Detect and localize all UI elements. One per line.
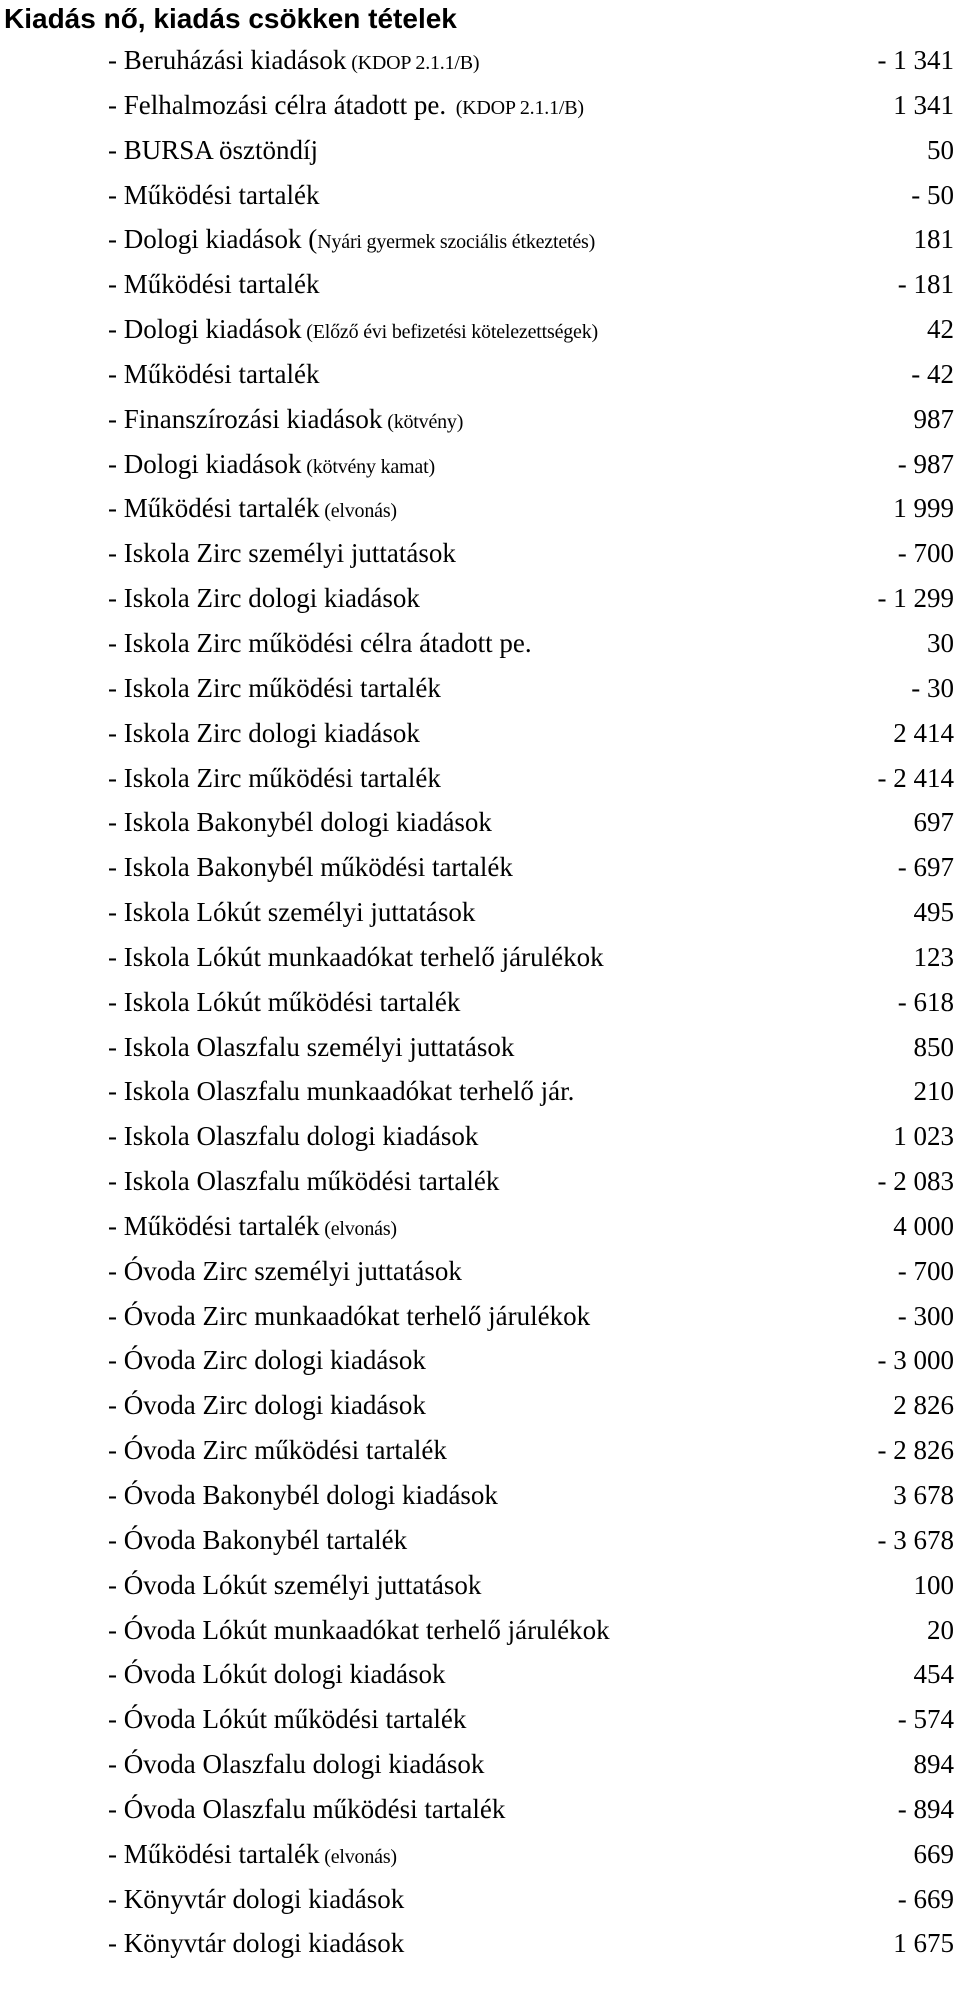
line-item xyxy=(0,1428,960,1473)
line-item xyxy=(0,352,960,397)
line-item xyxy=(0,800,960,845)
section-heading: Kiadás nő, kiadás csökken tételek xyxy=(4,3,457,34)
line-item xyxy=(0,1473,960,1518)
line-item-label xyxy=(108,1703,466,1735)
line-item xyxy=(0,711,960,756)
line-item-title: - Dologi kiadások xyxy=(108,448,302,479)
line-item-title: - Iskola Zirc működési célra átadott pe. xyxy=(108,627,532,658)
line-item xyxy=(0,1697,960,1742)
line-item-label xyxy=(108,537,456,569)
line-item-label xyxy=(108,1255,462,1287)
line-item xyxy=(0,756,960,801)
line-item-note: (elvonás) xyxy=(319,1845,397,1868)
line-item-amount: 669 xyxy=(913,1838,954,1869)
line-item-title: - Óvoda Lókút munkaadókat terhelő járulékok xyxy=(108,1614,610,1645)
line-item xyxy=(0,83,960,128)
line-item-title: - Iskola Zirc dologi kiadások xyxy=(108,717,420,748)
line-item-label xyxy=(108,179,319,211)
line-item xyxy=(0,576,960,621)
line-item-amount: - 3 000 xyxy=(877,1345,954,1376)
line-item-label xyxy=(108,1165,499,1197)
line-item-title: - Óvoda Zirc működési tartalék xyxy=(108,1435,447,1466)
line-item-amount: - 1 341 xyxy=(877,45,954,75)
line-item xyxy=(0,1652,960,1697)
line-item-amount: - 181 xyxy=(897,269,954,300)
line-item-amount: - 700 xyxy=(897,538,954,569)
line-item xyxy=(0,262,960,307)
line-item-title: - Iskola Lókút munkaadókat terhelő járulékok xyxy=(108,941,604,972)
line-item-title: - Iskola Zirc dologi kiadások xyxy=(108,583,420,614)
line-item-label xyxy=(108,1210,397,1245)
line-item-title: - Könyvtár dologi kiadások xyxy=(108,1883,405,1914)
line-item xyxy=(0,980,960,1025)
line-item-amount: 850 xyxy=(913,1031,954,1062)
line-item-label xyxy=(108,896,475,928)
line-item-note: (elvonás) xyxy=(319,500,397,523)
line-item-amount: - 3 678 xyxy=(877,1524,954,1555)
line-item xyxy=(0,217,960,262)
line-item-amount: - 618 xyxy=(897,986,954,1017)
line-item-label xyxy=(108,806,492,838)
line-item xyxy=(0,1832,960,1877)
line-item-amount: 3 678 xyxy=(893,1480,954,1510)
line-item-amount: - 300 xyxy=(897,1300,954,1331)
line-item-amount: - 574 xyxy=(897,1704,954,1735)
line-item-note: (KDOP 2.1.1/B) xyxy=(346,52,480,74)
line-item-title: - Iskola Olaszfalu működési tartalék xyxy=(108,1166,500,1197)
line-item-label xyxy=(108,762,441,794)
line-item-title: - Óvoda Olaszfalu dologi kiadások xyxy=(108,1749,485,1780)
line-item-label xyxy=(108,268,319,300)
line-item-amount: - 2 826 xyxy=(877,1435,954,1466)
line-item xyxy=(0,486,960,531)
line-item-title: - Óvoda Zirc dologi kiadások xyxy=(108,1390,426,1421)
line-item-label xyxy=(108,1569,481,1601)
line-item-label xyxy=(108,448,435,483)
line-item-label xyxy=(108,1031,514,1063)
line-item-title: - Óvoda Bakonybél tartalék xyxy=(108,1524,408,1555)
line-item-amount: 1 675 xyxy=(893,1928,954,1959)
line-item-title: - Iskola Olaszfalu dologi kiadások xyxy=(108,1121,479,1152)
line-item-title: - Iskola Olaszfalu személyi juttatások xyxy=(108,1031,515,1062)
line-item-amount: - 50 xyxy=(911,179,954,210)
line-item-label xyxy=(108,1075,574,1107)
line-item-note: (elvonás) xyxy=(319,1217,397,1240)
line-item xyxy=(0,1114,960,1159)
line-item xyxy=(0,1787,960,1832)
line-item xyxy=(0,1742,960,1787)
line-item-label xyxy=(108,134,318,166)
line-item xyxy=(0,845,960,890)
line-item-title: - Iskola Olaszfalu munkaadókat terhelő jár. xyxy=(108,1076,575,1107)
line-item xyxy=(0,128,960,173)
line-item-label xyxy=(108,358,319,390)
line-item-label xyxy=(108,1658,445,1690)
line-item xyxy=(0,1069,960,1114)
line-item-amount: 495 xyxy=(913,897,954,928)
line-item-title: - Iskola Zirc működési tartalék xyxy=(108,672,441,703)
line-item-label xyxy=(108,627,532,659)
line-item-amount: 1 023 xyxy=(893,1121,954,1152)
line-item xyxy=(0,935,960,980)
line-item-amount: 50 xyxy=(927,134,954,165)
line-item-label xyxy=(108,1614,610,1646)
line-item-note: (KDOP 2.1.1/B) xyxy=(446,96,584,119)
line-item-label xyxy=(108,672,441,704)
line-item-title: - Iskola Bakonybél működési tartalék xyxy=(108,852,513,883)
line-item-title: - Beruházási kiadások xyxy=(108,45,347,75)
line-item-amount: 42 xyxy=(927,314,954,345)
line-item-amount: 454 xyxy=(913,1659,954,1690)
line-item-label xyxy=(108,717,420,749)
line-item-label xyxy=(108,1927,404,1959)
line-item-label xyxy=(108,941,604,973)
line-item-amount: - 669 xyxy=(897,1883,954,1914)
line-item-amount: - 42 xyxy=(911,358,954,389)
line-item-label xyxy=(108,851,513,883)
line-item-label xyxy=(108,582,420,614)
line-item-amount: 697 xyxy=(913,807,954,838)
line-item-title: - Óvoda Lókút dologi kiadások xyxy=(108,1659,446,1690)
line-item xyxy=(0,1383,960,1428)
line-item-title: - Finanszírozási kiadások xyxy=(108,403,383,434)
line-item xyxy=(0,38,960,83)
line-item-title: - Iskola Bakonybél dologi kiadások xyxy=(108,807,492,838)
line-item-title: - Iskola Zirc működési tartalék xyxy=(108,762,441,793)
line-item-label xyxy=(108,89,584,124)
line-item-amount: 20 xyxy=(927,1614,954,1645)
line-item xyxy=(0,531,960,576)
line-item xyxy=(0,1159,960,1204)
line-item-amount: 2 414 xyxy=(893,717,954,748)
line-item-amount: - 700 xyxy=(897,1255,954,1286)
line-item-title: - Iskola Lókút működési tartalék xyxy=(108,986,461,1017)
line-item xyxy=(0,442,960,487)
line-item-title: - Felhalmozási célra átadott pe. xyxy=(108,89,447,120)
line-item-amount: 100 xyxy=(913,1569,954,1600)
line-item-amount: 30 xyxy=(927,627,954,658)
line-item-label xyxy=(108,313,598,348)
line-item-title: - Óvoda Lókút személyi juttatások xyxy=(108,1569,482,1600)
line-item xyxy=(0,173,960,218)
line-item-note: Nyári gyermek szociális étkeztetés) xyxy=(317,231,596,254)
line-item-amount: 4 000 xyxy=(893,1210,954,1241)
line-item xyxy=(0,397,960,442)
line-item-label xyxy=(108,1344,426,1376)
line-item-label xyxy=(108,1434,447,1466)
line-item-label xyxy=(108,1793,505,1825)
line-item xyxy=(0,1338,960,1383)
line-item-title: - Óvoda Zirc dologi kiadások xyxy=(108,1345,426,1376)
line-item xyxy=(0,666,960,711)
line-item-title: - Dologi kiadások ( xyxy=(108,224,318,255)
line-item xyxy=(0,307,960,352)
line-item-title: - Működési tartalék xyxy=(108,1838,320,1869)
line-item-label xyxy=(108,986,460,1018)
line-item-label xyxy=(108,1883,404,1915)
line-item-amount: - 987 xyxy=(897,448,954,479)
line-item-title: - Könyvtár dologi kiadások xyxy=(108,1928,405,1959)
line-item-title: - Iskola Zirc személyi juttatások xyxy=(108,538,456,569)
line-item-note: (kötvény) xyxy=(382,410,464,433)
line-item-title: - Működési tartalék xyxy=(108,358,320,389)
line-item xyxy=(0,1294,960,1339)
line-item-label xyxy=(108,1748,484,1780)
line-item-amount: 1 999 xyxy=(893,493,954,524)
line-item-label xyxy=(108,1300,590,1332)
line-item-amount: 210 xyxy=(913,1076,954,1107)
line-item xyxy=(0,1025,960,1070)
line-item-note: (kötvény kamat) xyxy=(301,455,435,478)
line-item-title: - Óvoda Zirc munkaadókat terhelő járulékok xyxy=(108,1300,591,1331)
line-item-title: - Működési tartalék xyxy=(108,1210,320,1241)
line-item-label xyxy=(108,1120,478,1152)
line-item-title: - BURSA ösztöndíj xyxy=(108,134,319,165)
line-item xyxy=(0,621,960,666)
line-item-title: - Működési tartalék xyxy=(108,269,320,300)
line-item-title: - Óvoda Lókút működési tartalék xyxy=(108,1704,467,1735)
line-item-amount: 2 826 xyxy=(893,1390,954,1421)
line-item xyxy=(0,1518,960,1563)
line-item-amount: 1 341 xyxy=(893,89,954,120)
line-item-label xyxy=(108,403,463,438)
line-item-label xyxy=(108,1389,426,1421)
line-item-amount: - 30 xyxy=(911,672,954,703)
line-item-amount: - 697 xyxy=(897,852,954,883)
line-item-title: - Óvoda Olaszfalu működési tartalék xyxy=(108,1793,506,1824)
line-item-amount: - 2 083 xyxy=(877,1166,954,1197)
line-item xyxy=(0,1877,960,1922)
line-item-label xyxy=(108,1479,498,1511)
line-item-label xyxy=(108,1838,397,1873)
line-item-amount: 987 xyxy=(913,403,954,434)
line-item-label xyxy=(108,492,397,527)
line-item-amount: 123 xyxy=(913,941,954,972)
line-item-note: (Előző évi befizetési kötelezettségek) xyxy=(301,321,598,344)
line-item xyxy=(0,1921,960,1966)
line-item-title: - Dologi kiadások xyxy=(108,314,302,345)
line-item-title: - Működési tartalék xyxy=(108,179,320,210)
line-item xyxy=(0,1249,960,1294)
line-item-label xyxy=(108,1524,407,1556)
line-item xyxy=(0,1563,960,1608)
line-item-label xyxy=(108,223,595,258)
line-item-title: - Működési tartalék xyxy=(108,493,320,524)
line-item-title: - Óvoda Zirc személyi juttatások xyxy=(108,1255,462,1286)
line-item xyxy=(0,1608,960,1653)
line-item xyxy=(0,890,960,935)
line-item-title: - Iskola Lókút személyi juttatások xyxy=(108,897,476,928)
line-item-title: - Óvoda Bakonybél dologi kiadások xyxy=(108,1480,498,1510)
line-item xyxy=(0,1204,960,1249)
line-item-amount: - 1 299 xyxy=(877,583,954,614)
line-item-amount: 181 xyxy=(913,224,954,255)
line-item-amount: - 894 xyxy=(897,1793,954,1824)
line-item-amount: 894 xyxy=(913,1749,954,1780)
line-item-amount: - 2 414 xyxy=(877,762,954,793)
line-item-label xyxy=(108,44,479,79)
line-item-list xyxy=(0,38,960,1966)
